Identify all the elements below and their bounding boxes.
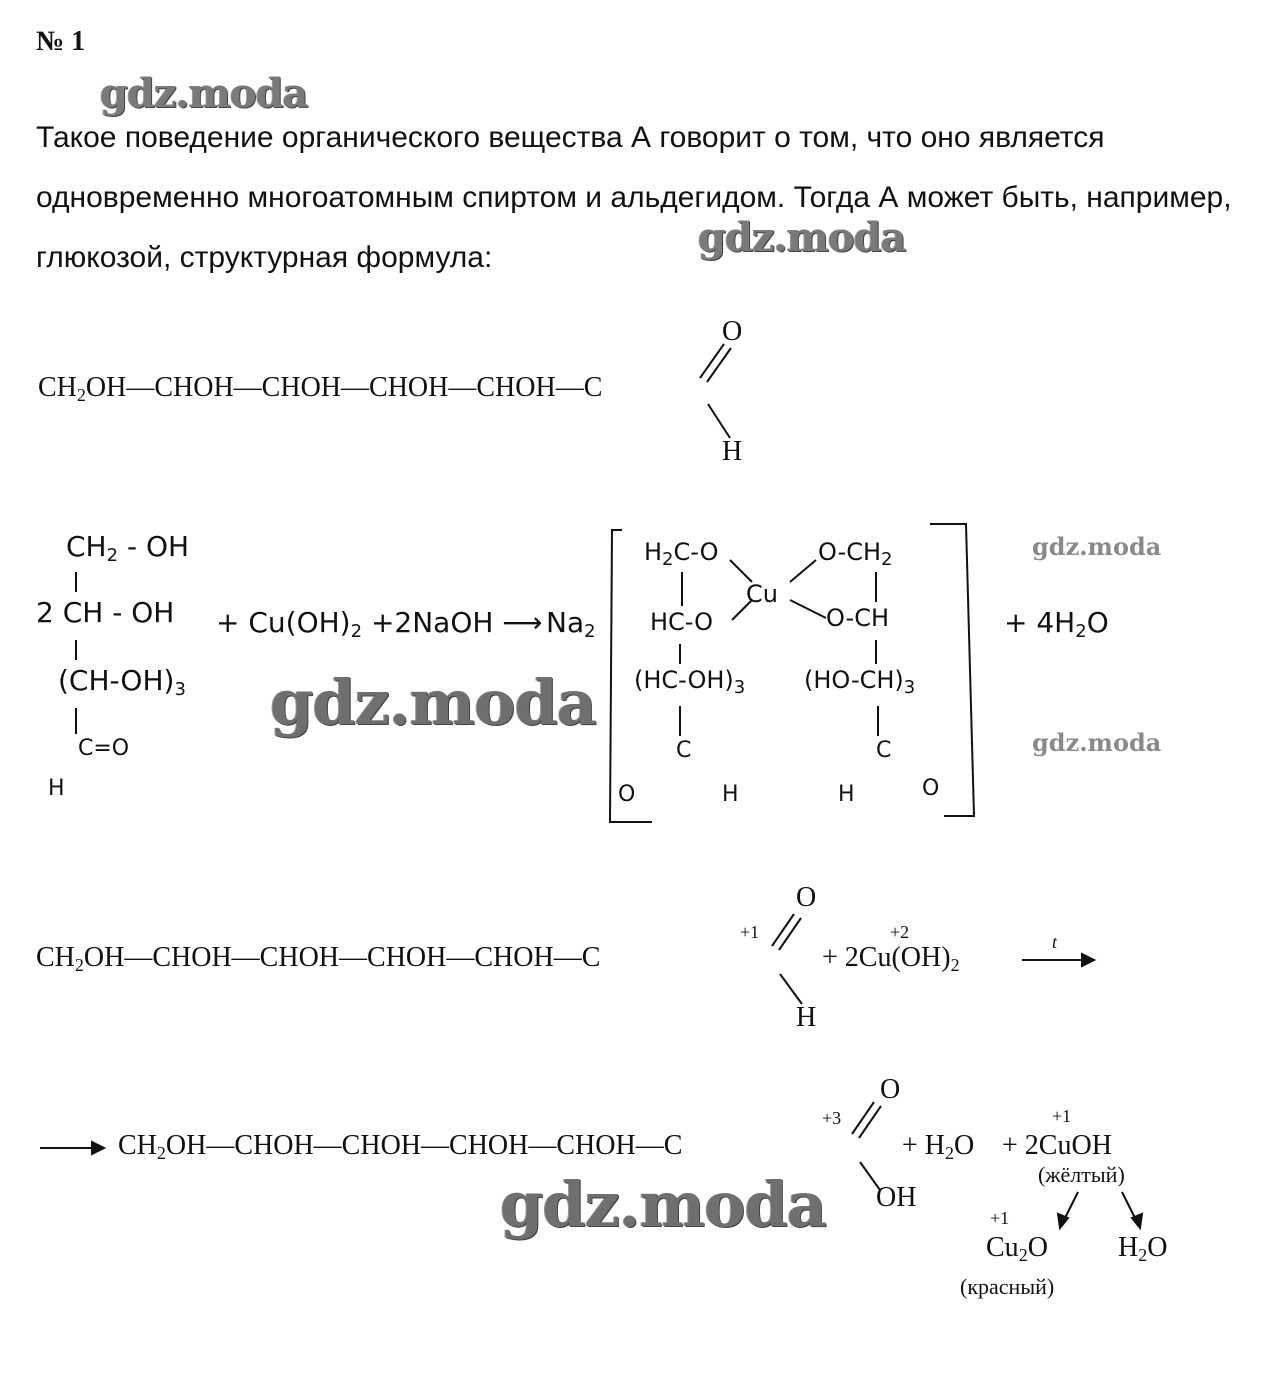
reaction-arrow-head (1082, 954, 1094, 966)
product-oxygen: O (880, 1074, 901, 1105)
oxidation-double-bond (779, 918, 801, 950)
glucose-double-bond (707, 348, 731, 382)
cu2o-color-label: (красный) (960, 1274, 1055, 1299)
cuoh-color-label: (жёлтый) (1038, 1162, 1125, 1187)
product-chain: $CH_2OH—CHOH—CHOH—CHOH—CHOH—C$ (118, 1130, 683, 1163)
reactant-h: H (48, 776, 65, 801)
cu-o-bond (732, 600, 752, 620)
ligand-och2: $O-CH_2$ (818, 538, 893, 570)
ligand-h-right: H (838, 782, 855, 807)
product-coh-bond (860, 1162, 880, 1190)
product-double-bond (852, 1102, 874, 1134)
product-arrow-head (92, 1142, 104, 1154)
watermark: gdz.moda (270, 666, 596, 739)
left-bracket (610, 530, 652, 822)
watermark: gdz.moda (1032, 728, 1162, 757)
oxidation-chain: $CH_2OH—CHOH—CHOH—CHOH—CHOH—C$ (36, 942, 601, 975)
reactant-carbonyl: C=O (78, 736, 130, 761)
product-h2o-decomp: $H_2O$ (1118, 1232, 1168, 1265)
copper-center: Cu (746, 580, 778, 608)
product-hydroxyl: OH (876, 1182, 917, 1213)
glucose-aldehyde-hydrogen: H (722, 436, 743, 467)
oxidation-hydrogen: H (796, 1002, 817, 1033)
product-cuoh: + 2CuOH (1002, 1130, 1112, 1161)
watermark: gdz.moda (1032, 532, 1162, 561)
oxidation-ch-bond (780, 974, 802, 1004)
cuoh-oxidation-state: +1 (1052, 1106, 1072, 1126)
watermark: gdz.moda (698, 214, 906, 261)
watermark: gdz.moda (100, 70, 308, 117)
product-water: + $H_2O$ (902, 1130, 975, 1163)
ligand-c-left: C (676, 738, 692, 763)
cu-o-bond (730, 560, 752, 582)
ligand-o-left: O (618, 782, 636, 807)
oxidation-reagent: + $2Cu(OH)_2$ (822, 942, 960, 975)
glucose-aldehyde-oxygen: O (722, 316, 743, 347)
water-product: + $4H_2O$ (1004, 606, 1109, 642)
glucose-double-bond (700, 344, 724, 378)
product-carbon-oxidation-state: +3 (822, 1108, 842, 1128)
cu2o-oxidation-state: +1 (990, 1208, 1010, 1228)
reagents: + $Cu(OH)_2$ +2NaOH ⟶ (216, 606, 543, 642)
cu-o-bond (790, 600, 826, 618)
product-double-bond (859, 1106, 881, 1138)
ligand-hco: HC-O (650, 608, 714, 636)
intro-paragraph: Такое поведение органического вещества А говорит о том, что оно является одновременно многоатомным спиртом и альдегидом. Тогда А может быть, например, глюкозой, структурная формула: (36, 121, 1232, 274)
carbon-oxidation-state: +1 (740, 922, 760, 942)
reactant-ch2oh: $CH_2$ - OH (66, 530, 190, 566)
ligand-och: O-CH (826, 604, 890, 632)
reactant-choh: 2 CH - OH (36, 596, 175, 629)
ligand-c-right: C (876, 738, 892, 763)
glucose-formula-chain: $CH_2OH—CHOH—CHOH—CHOH—CHOH—C$ (38, 372, 603, 405)
task-number: № 1 (36, 26, 86, 57)
product-sodium: $Na_2$ (546, 606, 596, 642)
ligand-h-left: H (722, 782, 739, 807)
copper-oxidation-state: +2 (890, 922, 910, 942)
ligand-hoch3: $(HO-CH)_3$ (804, 666, 916, 698)
ligand-o-right: O (922, 776, 940, 801)
product-cu2o: $Cu_2O$ (986, 1232, 1048, 1265)
oxidation-oxygen: O (796, 882, 817, 913)
right-bracket (930, 524, 974, 816)
reactant-choh3: $(CH-OH)_3$ (58, 664, 186, 700)
glucose-ch-bond (708, 404, 730, 438)
heat-label: t (1052, 932, 1058, 952)
watermark: gdz.moda (500, 1168, 826, 1241)
oxidation-double-bond (772, 914, 794, 946)
ligand-hcoh3: $(HC-OH)_3$ (634, 666, 746, 698)
ligand-h2co: $H_2C-O$ (644, 538, 719, 570)
cu-o-bond (790, 560, 816, 582)
